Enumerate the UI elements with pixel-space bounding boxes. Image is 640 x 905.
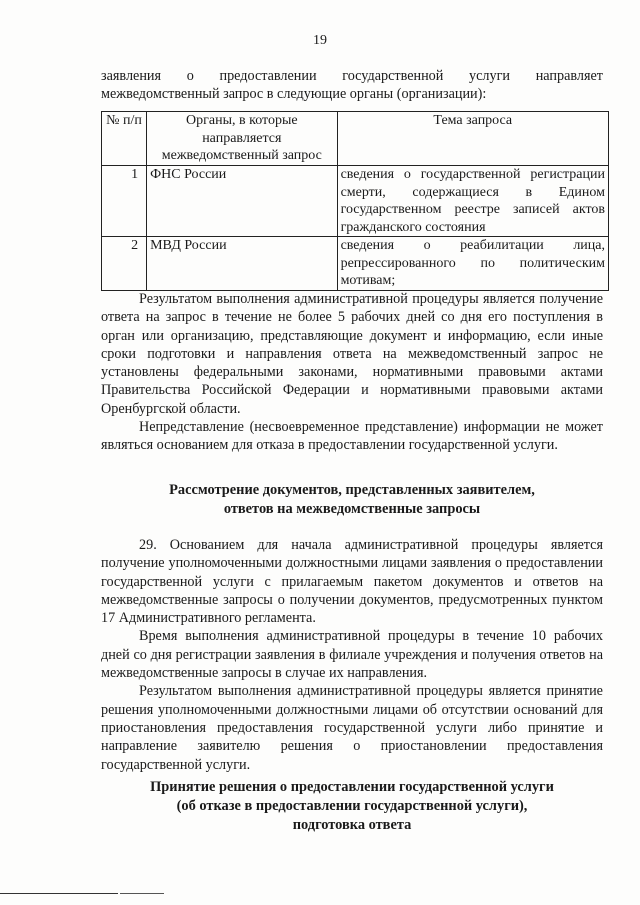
body-paragraph: Результатом выполнения административной процедуры является принятие решения уполномоченными должностными лицами об отсутствии оснований для приостановления предоставления государственной услуги либо принятие и направление заявителю решения о приостановлении предоставления государственной услуги.: [101, 683, 603, 773]
body-paragraph: Время выполнения административной процедуры в течение 10 рабочих дней со дня регистрации заявления в филиале учреждения и получения ответов на межведомственные запросы в случае их направления.: [101, 628, 603, 682]
header-topic: Тема запроса: [337, 112, 608, 166]
header-number: № п/п: [102, 112, 147, 166]
section-result-block: [101, 290, 603, 455]
lead-paragraph: заявления о предоставлении государственной услуги направляет межведомственный запрос в следующие органы (организации):: [101, 68, 603, 103]
footer-divider: [0, 893, 118, 894]
header-organization: Органы, в которые направляется межведомственный запрос: [147, 112, 338, 166]
table-header-row: [102, 112, 609, 166]
section-heading-line: ответов на межведомственные запросы: [223, 501, 481, 517]
section-heading-line: (об отказе в предоставлении государственной услуги),: [176, 798, 528, 814]
section-heading-line: Рассмотрение документов, представленных заявителем,: [169, 482, 535, 498]
row-organization: ФНС России: [147, 166, 338, 237]
section-heading: [101, 481, 603, 519]
row-number: 1: [102, 166, 147, 237]
table-row: [102, 166, 609, 237]
interagency-request-table: [101, 111, 609, 291]
row-topic: сведения о реабилитации лица, репрессированного по политическим мотивам;: [337, 237, 608, 291]
body-paragraph: Непредставление (несвоевременное представление) информации не может являться основанием для отказа в предоставлении государственной услуги.: [101, 419, 603, 454]
body-paragraph: Результатом выполнения административной процедуры является получение ответа на запрос в течение не более 5 рабочих дней со дня его поступления в орган или организацию, представляющие документ и информацию, если иные сроки подготовки и направления ответа на межведомственный запрос не установлены федеральными законами, нормативными правовыми актами Правительства Российской Федерации и нормативными правовыми актами Оренбургской области.: [101, 291, 603, 417]
table-row: [102, 237, 609, 291]
row-organization: МВД России: [147, 237, 338, 291]
section-heading-line: Принятие решения о предоставлении государственной услуги: [150, 779, 554, 795]
footer-divider: [120, 893, 164, 894]
row-topic: сведения о государственной регистрации смерти, содержащиеся в Едином государственном реестре записей актов гражданского состояния: [337, 166, 608, 237]
row-number: 2: [102, 237, 147, 291]
section-heading: [101, 778, 603, 835]
page-number: 19: [313, 33, 327, 48]
section-heading-line: подготовка ответа: [292, 817, 412, 833]
body-paragraph: 29. Основанием для начала административной процедуры является получение уполномоченными должностными лицами заявления о предоставлении государственной услуги с прилагаемым пакетом документов и ответов на межведомственные запросы о получении документов, предусмотренных пунктом 17 Административного регламента.: [101, 537, 603, 627]
section-review-block: [101, 536, 603, 774]
